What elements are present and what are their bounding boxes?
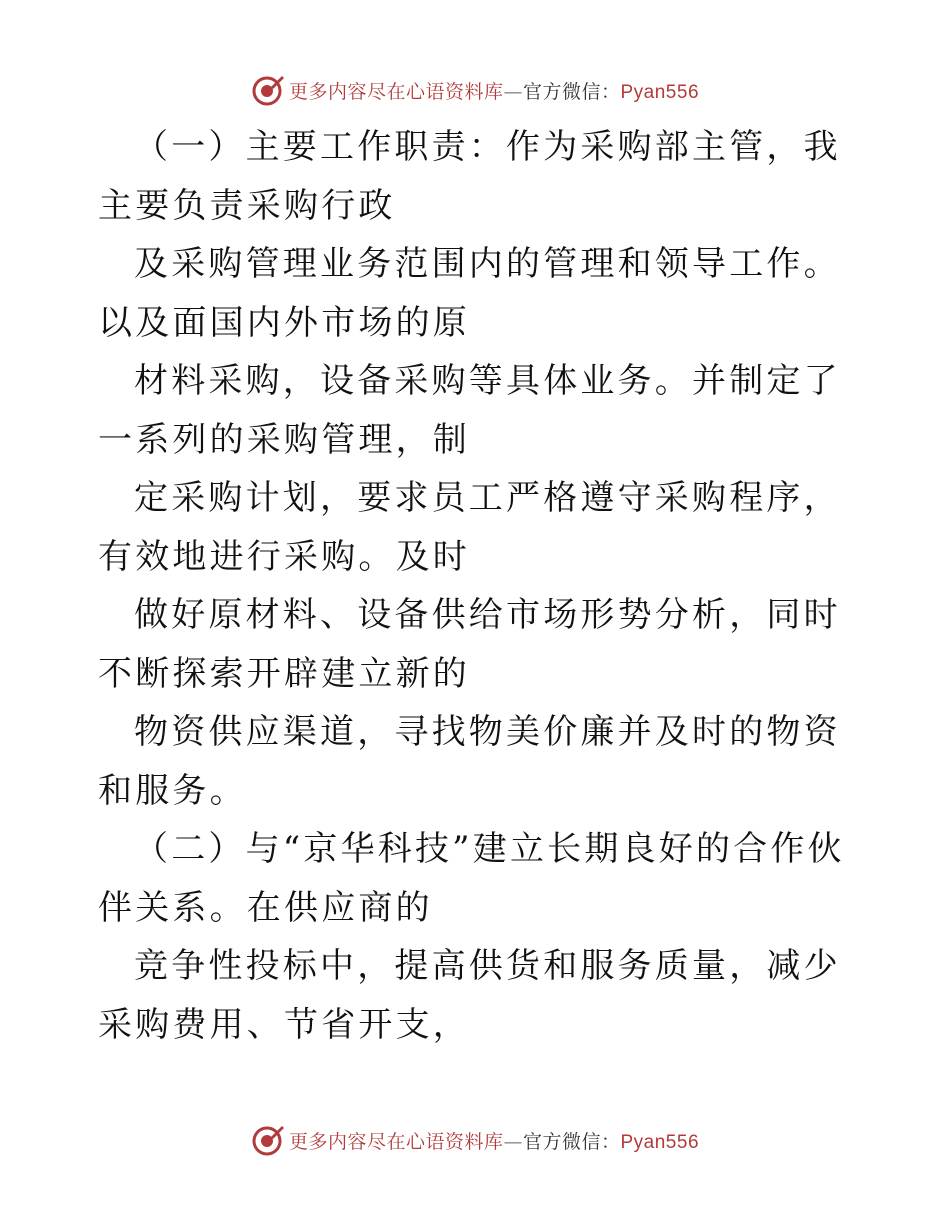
paragraph: 做好原材料、设备供给市场形势分析，同时不断探索开辟建立新的 bbox=[98, 595, 841, 694]
paragraph: 竞争性投标中，提高供货和服务质量，减少采购费用、节省开支， bbox=[98, 946, 841, 1045]
paragraph: 物资供应渠道，寻找物美价廉并及时的物资和服务。 bbox=[98, 712, 841, 811]
footer-watermark bbox=[0, 1120, 950, 1160]
document-body bbox=[98, 118, 858, 1054]
paragraph: （一）主要工作职责：作为采购部主管，我主要负责采购行政 bbox=[98, 127, 841, 226]
paragraph: （二）与“京华科技”建立长期良好的合作伙伴关系。在供应商的 bbox=[98, 829, 845, 928]
watermark-text: 更多内容尽在心语资料库—官方微信：Pyan556 bbox=[288, 1130, 700, 1153]
paragraph: 材料采购，设备采购等具体业务。并制定了一系列的采购管理，制 bbox=[98, 361, 841, 460]
quill-seal-icon bbox=[251, 73, 285, 107]
paragraph: 定采购计划，要求员工严格遵守采购程序，有效地进行采购。及时 bbox=[98, 478, 841, 577]
quill-seal-icon bbox=[251, 1123, 285, 1157]
paragraph: 及采购管理业务范围内的管理和领导工作。以及面国内外市场的原 bbox=[98, 244, 841, 343]
watermark-text: 更多内容尽在心语资料库—官方微信：Pyan556 bbox=[288, 80, 700, 103]
header-watermark bbox=[0, 70, 950, 110]
